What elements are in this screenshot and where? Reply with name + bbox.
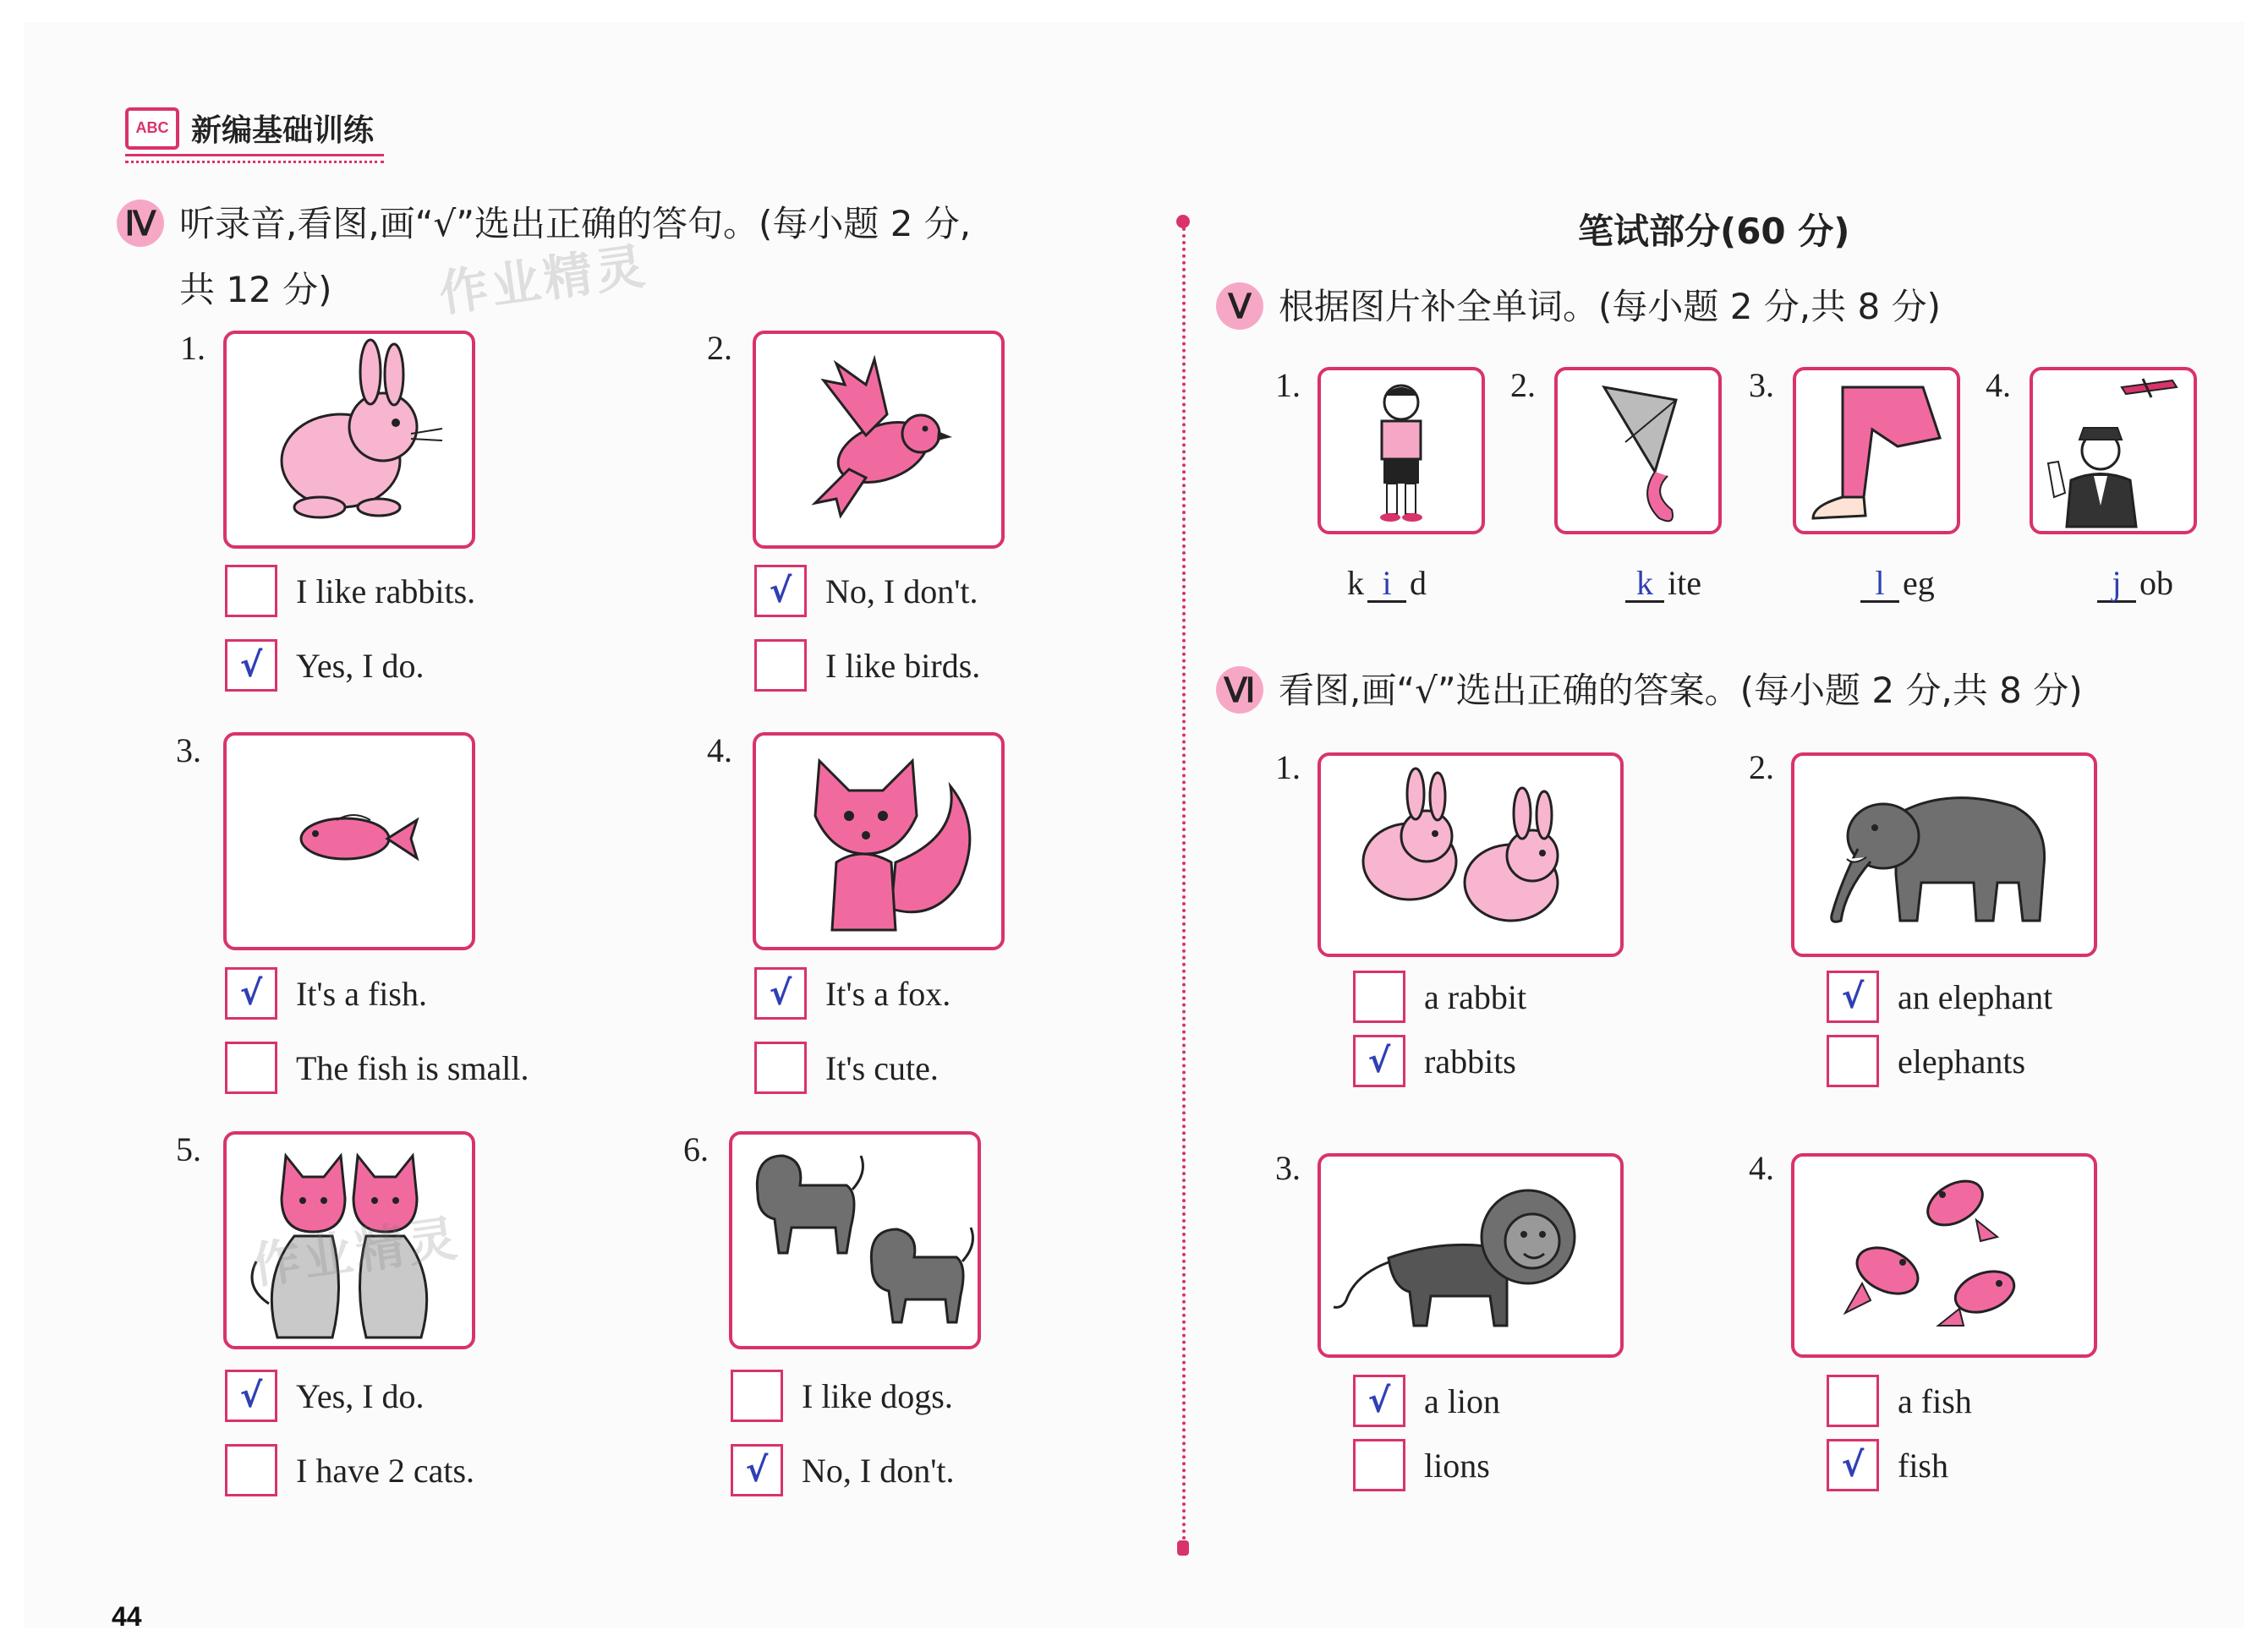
s6-q4-option-2[interactable] <box>1827 1439 1948 1491</box>
leg-icon <box>1796 370 1957 531</box>
s4-q1-option-1[interactable] <box>225 565 475 617</box>
three-fish-icon <box>1794 1157 2094 1354</box>
s6-q1-picture <box>1318 752 1624 957</box>
section6-title <box>1216 658 2239 724</box>
s6-q2-option-1[interactable] <box>1827 971 2052 1023</box>
option-text: I like birds. <box>825 646 981 685</box>
written-section-heading: 笔试部分(60 分) <box>1578 211 1850 252</box>
section6-numeral: Ⅵ <box>1216 666 1263 714</box>
s4-q2-number: 2. <box>707 329 732 367</box>
checkbox[interactable] <box>225 1444 277 1496</box>
bird-icon <box>756 334 1001 545</box>
checkbox[interactable]: √ <box>754 565 807 617</box>
option-text: fish <box>1898 1446 1948 1485</box>
option-text: It's cute. <box>825 1048 939 1087</box>
kite-icon <box>1558 370 1718 531</box>
option-text: elephants <box>1898 1042 2026 1080</box>
checkbox[interactable]: √ <box>1827 971 1879 1023</box>
two-rabbits-icon <box>1321 756 1620 954</box>
s6-q2-option-2[interactable] <box>1827 1035 2025 1087</box>
checkbox[interactable]: √ <box>1353 1035 1405 1087</box>
s5-q2-word <box>1622 563 1701 603</box>
divider-cap-icon <box>1176 215 1190 228</box>
option-text: It's a fox. <box>825 974 951 1013</box>
book-title: 新编基础训练 <box>191 113 375 148</box>
workbook-page <box>24 22 2244 1632</box>
s4-q3-option-1[interactable] <box>225 967 427 1020</box>
s4-q3-option-2[interactable] <box>225 1042 529 1094</box>
checkbox[interactable]: √ <box>731 1444 783 1496</box>
s6-q1-option-2[interactable] <box>1353 1035 1516 1087</box>
header-rule <box>125 154 384 156</box>
checkbox[interactable]: √ <box>754 967 807 1020</box>
answer-blank[interactable]: j <box>2097 566 2136 603</box>
option-text: a rabbit <box>1424 977 1527 1016</box>
option-text: No, I don't. <box>802 1451 955 1490</box>
s5-q4-picture <box>2030 367 2197 534</box>
s5-q4-number: 4. <box>1986 366 2011 404</box>
option-text: I have 2 cats. <box>296 1451 475 1490</box>
option-text: No, I don't. <box>825 572 978 610</box>
option-text: Yes, I do. <box>296 1376 425 1415</box>
section6-instruction: 看图,画“√”选出正确的答案。(每小题 2 分,共 8 分) <box>1279 670 2083 711</box>
checkbox[interactable]: √ <box>225 639 277 692</box>
section4-numeral: Ⅳ <box>117 200 164 247</box>
word-suffix: ob <box>2139 564 2173 602</box>
word-prefix: k <box>1347 564 1364 602</box>
s4-q6-option-1[interactable] <box>731 1370 953 1422</box>
checkbox[interactable] <box>1353 1439 1405 1491</box>
s4-q2-option-2[interactable] <box>754 639 980 692</box>
s4-q4-number: 4. <box>707 731 732 769</box>
option-text: Yes, I do. <box>296 646 425 685</box>
s5-q3-picture <box>1793 367 1960 534</box>
s4-q5-option-1[interactable] <box>225 1370 425 1422</box>
s4-q5-option-2[interactable] <box>225 1444 474 1496</box>
s5-q3-number: 3. <box>1749 366 1774 404</box>
checkbox[interactable] <box>1827 1035 1879 1087</box>
page-number: 44 <box>112 1601 142 1632</box>
rabbit-icon <box>227 334 472 545</box>
s4-q2-option-1[interactable] <box>754 565 978 617</box>
divider-end-icon <box>1177 1540 1189 1556</box>
s4-q3-picture <box>223 732 475 950</box>
s5-q1-picture <box>1318 367 1485 534</box>
two-dogs-icon <box>732 1135 978 1346</box>
fish-icon <box>227 736 472 947</box>
s4-q1-option-2[interactable] <box>225 639 425 692</box>
s4-q1-number: 1. <box>180 329 205 367</box>
s6-q3-option-1[interactable] <box>1353 1375 1500 1427</box>
checkbox[interactable] <box>225 1042 277 1094</box>
s6-q3-number: 3. <box>1275 1149 1301 1187</box>
boy-icon <box>1321 370 1482 531</box>
checkbox[interactable]: √ <box>225 967 277 1020</box>
s4-q4-option-2[interactable] <box>754 1042 939 1094</box>
checkbox[interactable] <box>225 565 277 617</box>
checkbox[interactable] <box>754 1042 807 1094</box>
s6-q4-option-1[interactable] <box>1827 1375 1972 1427</box>
watermark-text: 作业精灵 <box>436 237 652 323</box>
s5-q2-picture <box>1554 367 1722 534</box>
s5-q2-number: 2. <box>1510 366 1536 404</box>
elephant-icon <box>1794 756 2094 954</box>
s6-q4-picture <box>1791 1153 2097 1358</box>
section5-instruction: 根据图片补全单词。(每小题 2 分,共 8 分) <box>1279 286 1941 327</box>
section5-title <box>1216 274 2231 340</box>
checkbox[interactable]: √ <box>225 1370 277 1422</box>
answer-blank[interactable]: l <box>1860 566 1899 603</box>
section4-instruction-line1: 听录音,看图,画“√”选出正确的答句。(每小题 2 分, <box>179 203 972 244</box>
option-text: a fish <box>1898 1381 1972 1420</box>
header-dotted-rule <box>125 161 384 163</box>
s4-q6-picture <box>729 1131 981 1349</box>
checkbox[interactable] <box>1353 971 1405 1023</box>
word-suffix: d <box>1410 564 1427 602</box>
lion-icon <box>1321 1157 1620 1354</box>
s4-q4-picture <box>753 732 1005 950</box>
s4-q6-option-2[interactable] <box>731 1444 955 1496</box>
option-text: lions <box>1424 1446 1490 1485</box>
s5-q4-word <box>2094 563 2173 603</box>
s5-q3-word <box>1857 563 1935 603</box>
book-header <box>125 107 374 150</box>
s6-q1-number: 1. <box>1275 748 1301 786</box>
s4-q6-number: 6. <box>683 1130 709 1168</box>
option-text: rabbits <box>1424 1042 1516 1080</box>
s6-q2-number: 2. <box>1749 748 1774 786</box>
checkbox[interactable]: √ <box>1827 1439 1879 1491</box>
checkbox[interactable] <box>754 639 807 692</box>
word-suffix: ite <box>1668 564 1701 602</box>
book-logo: ABC <box>125 107 179 150</box>
word-suffix: eg <box>1903 564 1935 602</box>
option-text: an elephant <box>1898 977 2053 1016</box>
s4-q3-number: 3. <box>176 731 201 769</box>
option-text: The fish is small. <box>296 1048 529 1087</box>
s6-q4-number: 4. <box>1749 1149 1774 1187</box>
watermark-text-2: 作业精灵 <box>248 1209 464 1295</box>
option-text: I like rabbits. <box>296 572 476 610</box>
s6-q1-option-1[interactable] <box>1353 971 1526 1023</box>
option-text: It's a fish. <box>296 974 427 1013</box>
page-divider <box>1182 221 1186 1548</box>
checkbox[interactable] <box>731 1370 783 1422</box>
answer-blank[interactable]: k <box>1625 566 1664 603</box>
option-text: a lion <box>1424 1381 1500 1420</box>
s4-q4-option-1[interactable] <box>754 967 950 1020</box>
answer-blank[interactable]: i <box>1367 566 1406 603</box>
section4-instruction-line2: 共 12 分) <box>179 269 332 310</box>
section5-numeral: Ⅴ <box>1216 282 1263 330</box>
s6-q3-picture <box>1318 1153 1624 1358</box>
s4-q1-picture <box>223 331 475 549</box>
pilot-icon <box>2033 370 2194 531</box>
option-text: I like dogs. <box>802 1376 953 1415</box>
s4-q2-picture <box>753 331 1005 549</box>
checkbox[interactable] <box>1827 1375 1879 1427</box>
s5-q1-word <box>1347 563 1427 603</box>
s6-q2-picture <box>1791 752 2097 957</box>
s4-q5-number: 5. <box>176 1130 201 1168</box>
s5-q1-number: 1. <box>1275 366 1301 404</box>
fox-icon <box>756 736 1001 947</box>
s6-q3-option-2[interactable] <box>1353 1439 1490 1491</box>
checkbox[interactable]: √ <box>1353 1375 1405 1427</box>
